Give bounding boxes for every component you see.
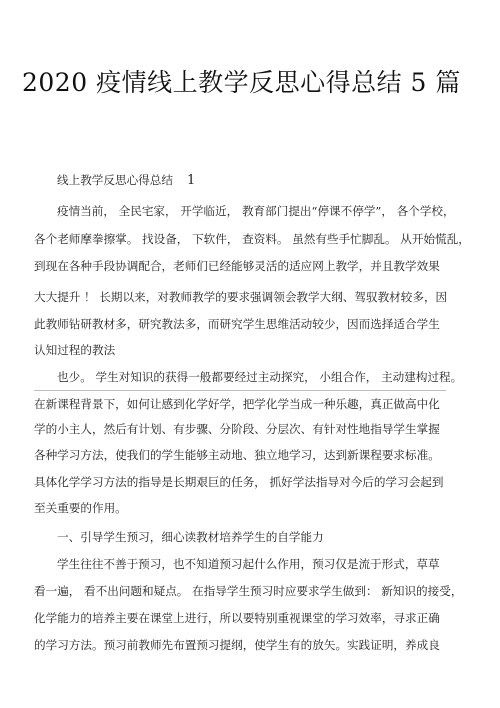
paragraph-line: 大大提升 ！ 长期以来，对教师教学的要求强调领会教学大纲、驾驭教材较多，因 xyxy=(34,290,448,304)
document-title: 2020 疫情线上教学反思心得总结 5 篇 xyxy=(22,68,461,97)
paragraph-line: 化学能力的培养主要在课堂上进行，所以要特别重视课堂的学习效率，寻求正确 xyxy=(34,611,440,625)
subtitle-text: 线上教学反思心得总结 xyxy=(57,173,173,187)
paragraph-line: 也少。 学生对知识的获得一般都要经过主动探究， 小组合作， 主动建构过程。 xyxy=(57,370,463,384)
paragraph-line: 学的小主人，然后有计划、有步骤、分阶段、分层次、有针对性地指导学生掌握 xyxy=(34,422,440,436)
paragraph-line: 看一遍， 看不出问题和疑点。 在指导学生预习时应要求学生做到： 新知识的接受， xyxy=(34,584,463,598)
paragraph-line: 至关重要的作用。 xyxy=(34,501,127,515)
section-subtitle xyxy=(57,173,195,188)
paragraph-line: 在新课程背景下，如何让感到化学好学，把学化学当成一种乐趣，真正做高中化 xyxy=(34,397,440,411)
section-heading: 一、引导学生预习，细心读教材培养学生的自学能力 xyxy=(57,530,324,544)
paragraph-line: 疫情当前， 全民宅家， 开学临近， 教育部门提出“停课不停学”， 各个学校， xyxy=(57,204,455,218)
paragraph-line: 到现在各种手段协调配合，老师们已经能够灵活的适应网上教学，并且教学效果 xyxy=(34,259,440,273)
paragraph-line: 具体化学学习方法的指导是长期艰巨的任务， 抓好学法指导对今后的学习会起到 xyxy=(34,475,444,489)
paragraph-line: 各种学习方法，使我们的学生能够主动地、独立地学习，达到新课程要求标准。 xyxy=(34,448,440,462)
subtitle-number: 1 xyxy=(186,173,196,188)
paragraph-line: 各个老师摩拳擦掌。 找设备， 下软件， 查资料。 虽然有些手忙脚乱。 从开始慌乱， xyxy=(34,232,470,246)
paragraph-line: 认知过程的教法 xyxy=(34,343,116,357)
paragraph-line: 学生往往不善于预习，也不知道预习起什么作用，预习仅是流于形式，草草 xyxy=(57,557,440,571)
horizontal-rule xyxy=(34,390,446,391)
paragraph-line: 此教师钻研教材多，研究教法多，而研究学生思维活动较少，因而选择适合学生 xyxy=(34,317,440,331)
paragraph-line: 的学习方法。预习前教师先布置预习提纲，使学生有的放矢。实践证明，养成良 xyxy=(34,638,440,652)
